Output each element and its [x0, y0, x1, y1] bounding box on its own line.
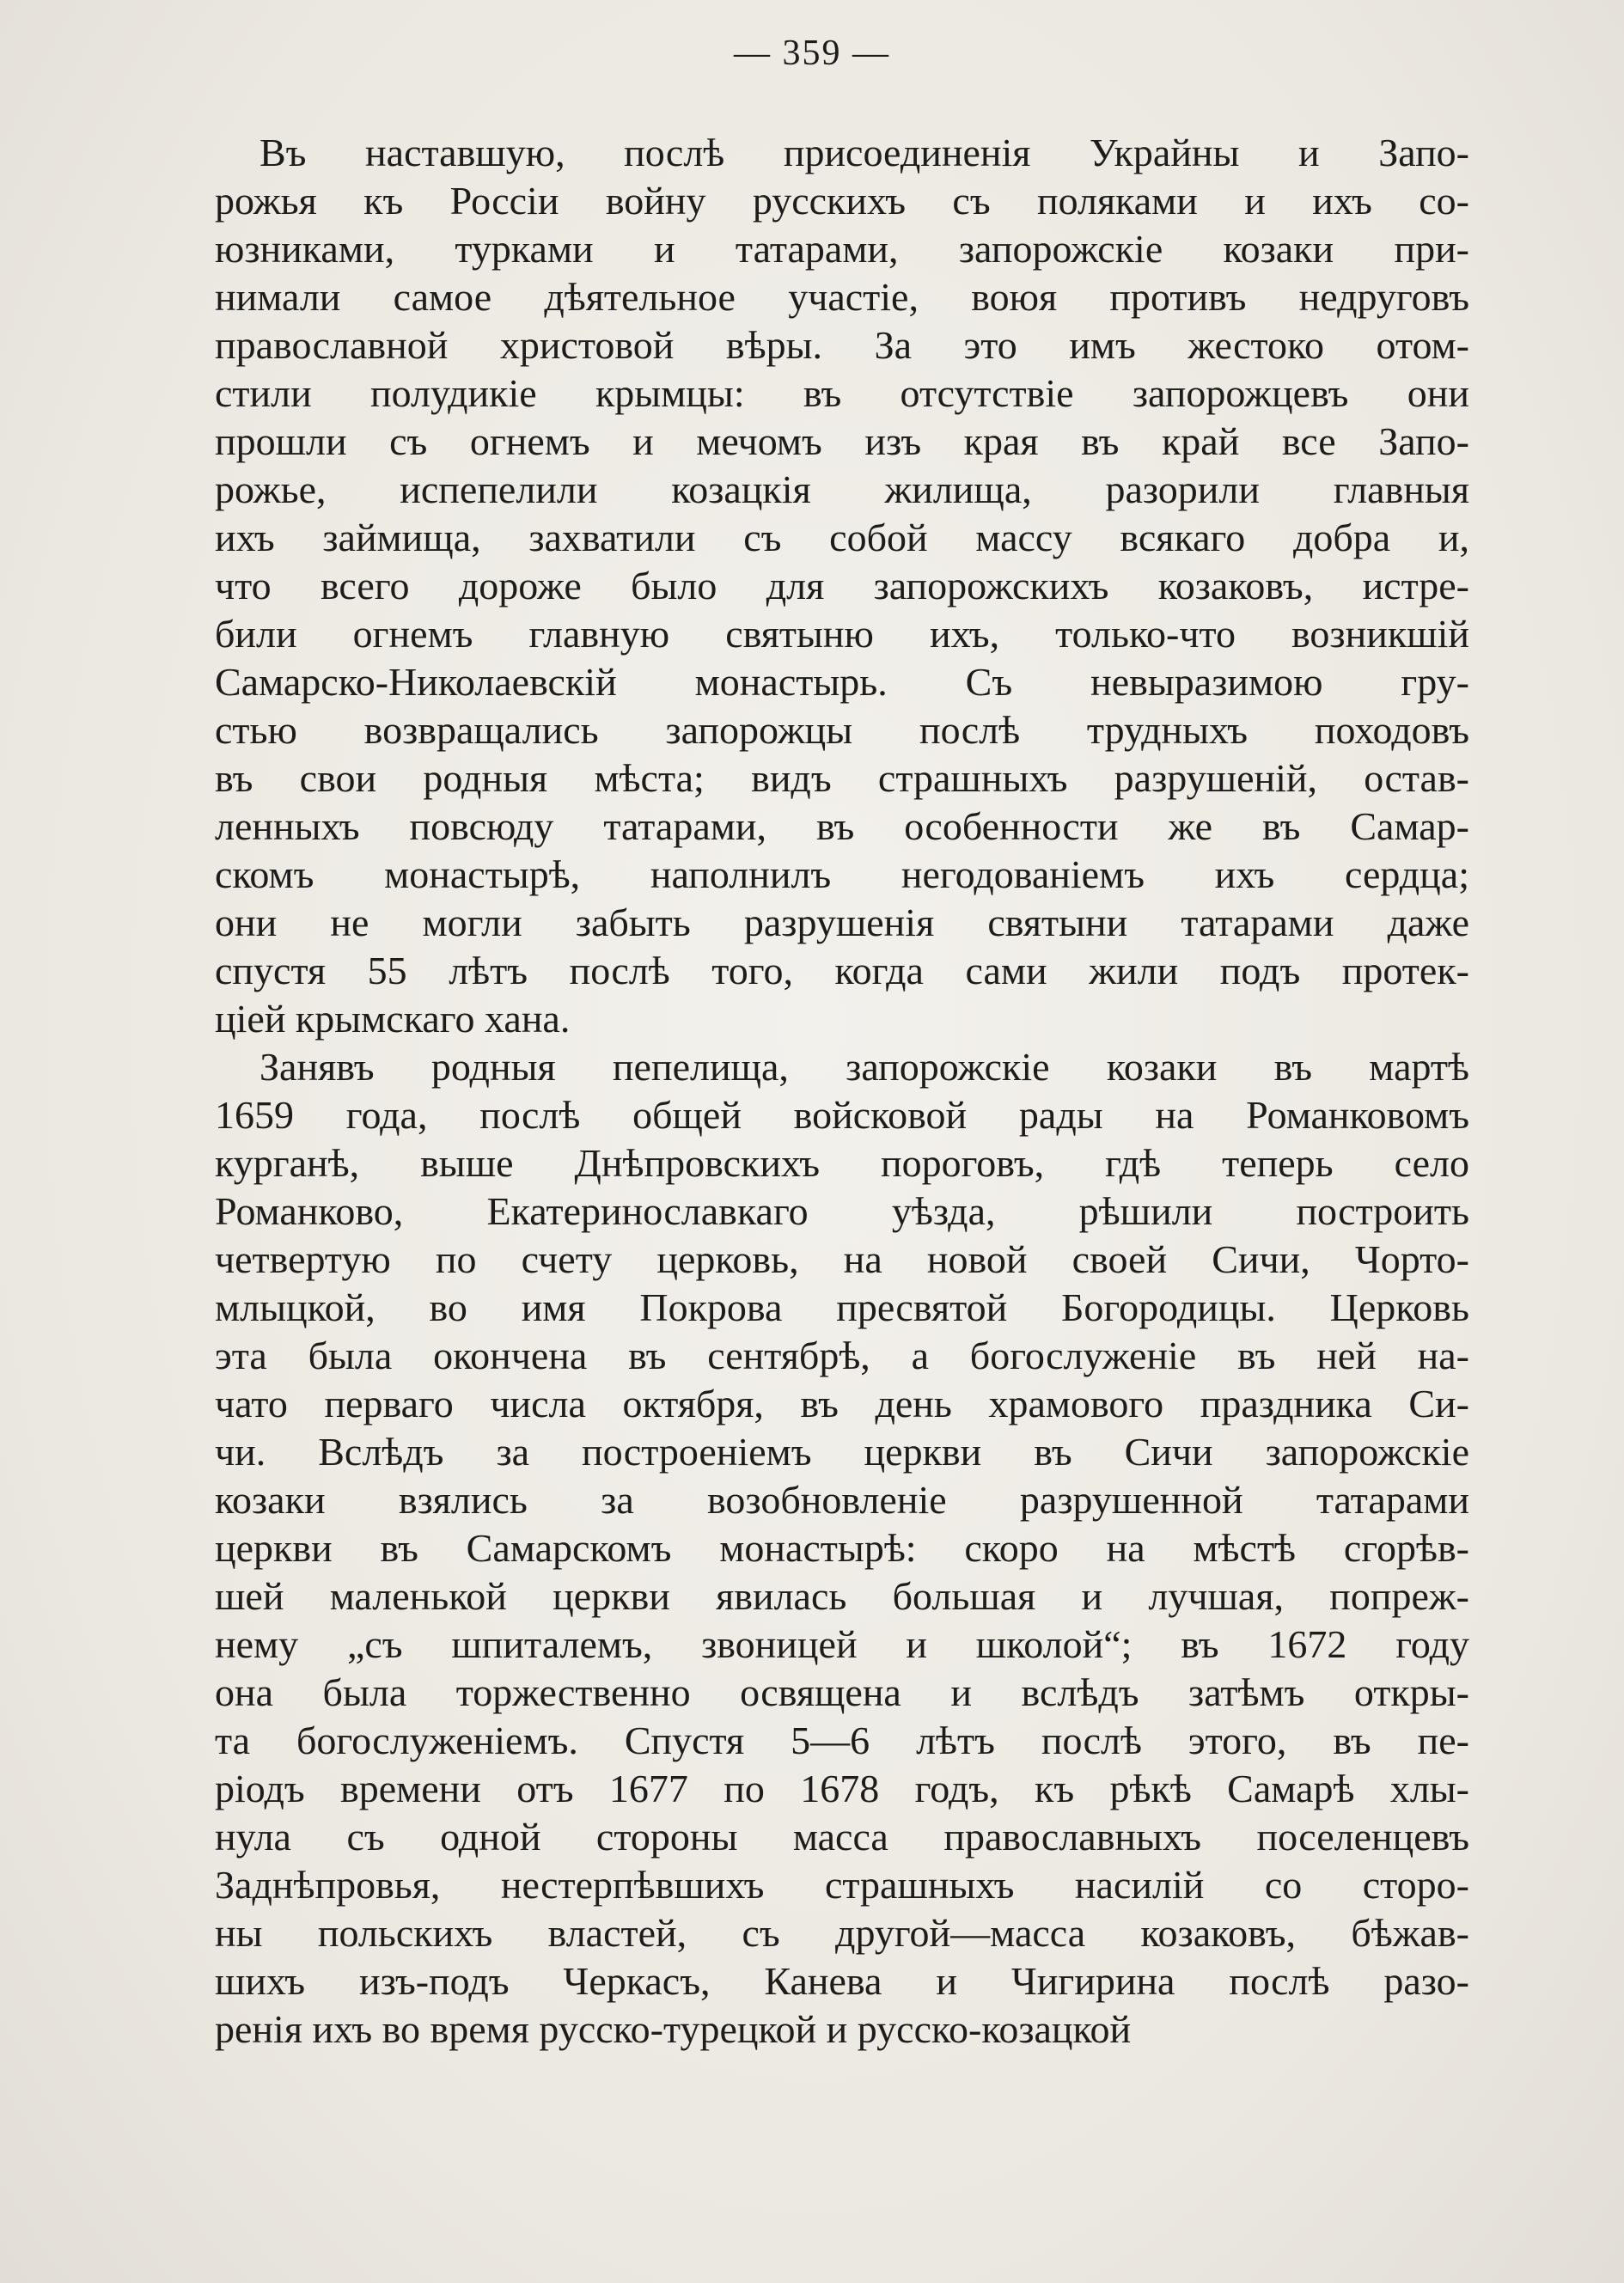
text-line: стили полудикіе крымцы: въ отсутствіе запорожцевъ они: [215, 371, 1469, 415]
text-line: ріодъ времени отъ 1677 по 1678 годъ, къ рѣкѣ Самарѣ хлы-: [215, 1767, 1469, 1810]
text-line: прошли съ огнемъ и мечомъ изъ края въ край все Запо-: [215, 419, 1469, 463]
text-line: били огнемъ главную святыню ихъ, только-что возникшій: [215, 612, 1469, 656]
text-line: млыцкой, во имя Покрова пресвятой Богородицы. Церковь: [215, 1285, 1469, 1329]
text-line: ны польскихъ властей, съ другой—масса козаковъ, бѣжав-: [215, 1911, 1469, 1955]
text-line: они не могли забыть разрушенія святыни татарами даже: [215, 900, 1469, 944]
text-line: нула съ одной стороны масса православныхъ поселенцевъ: [215, 1815, 1469, 1859]
text-line: что всего дороже было для запорожскихъ козаковъ, истре-: [215, 564, 1469, 607]
text-line: ціей крымскаго хана.: [215, 997, 571, 1041]
text-line: скомъ монастырѣ, наполнилъ негодованіемъ ихъ сердца;: [215, 852, 1469, 896]
text-line: Занявъ родныя пепелища, запорожскіе козаки въ мартѣ: [259, 1045, 1469, 1089]
text-line: Заднѣпровья, нестерпѣвшихъ страшныхъ насилій со сторо-: [215, 1863, 1469, 1907]
text-line: чато перваго числа октября, въ день храмового праздника Си-: [215, 1382, 1469, 1425]
text-line: ленныхъ повсюду татарами, въ особенности же въ Самар-: [215, 804, 1469, 848]
text-line: чи. Вслѣдъ за построеніемъ церкви въ Сичи запорожскіе: [215, 1430, 1469, 1474]
paragraph: [215, 1043, 1469, 2054]
text-line: она была торжественно освящена и вслѣдъ затѣмъ откры-: [215, 1670, 1469, 1714]
text-line: 1659 года, послѣ общей войсковой рады на Романковомъ: [215, 1093, 1469, 1137]
text-line: козаки взялись за возобновленіе разрушенной татарами: [215, 1478, 1469, 1522]
paragraph: [215, 129, 1469, 1043]
text-line: ренія ихъ во время русско-турецкой и русско-козацкой: [215, 2007, 1132, 2051]
page-number: — 359 —: [734, 34, 890, 73]
text-line: та богослуженіемъ. Спустя 5—6 лѣтъ послѣ этого, въ пе-: [215, 1718, 1469, 1762]
text-line: четвертую по счету церковь, на новой своей Сичи, Чорто-: [215, 1237, 1469, 1281]
text-line: въ свои родныя мѣста; видъ страшныхъ разрушеній, остав-: [215, 756, 1469, 800]
text-line: нему „съ шпиталемъ, звоницей и школой“; въ 1672 году: [215, 1622, 1469, 1666]
text-line: Романково, Екатеринославкаго уѣзда, рѣшили построить: [215, 1189, 1469, 1233]
text-line: рожье, испепелили козацкія жилища, разорили главныя: [215, 467, 1469, 511]
text-line: юзниками, турками и татарами, запорожскіе козаки при-: [215, 227, 1469, 271]
text-line: спустя 55 лѣтъ послѣ того, когда сами жили подъ протек-: [215, 949, 1469, 992]
body-text: [215, 129, 1469, 2054]
text-line: Самарско-Николаевскій монастырь. Съ невыразимою гру-: [215, 660, 1469, 704]
text-line: эта была окончена въ сентябрѣ, а богослуженіе въ ней на-: [215, 1334, 1469, 1377]
text-line: православной христовой вѣры. За это имъ жестоко отом-: [215, 323, 1469, 367]
text-line: ихъ займища, захватили съ собой массу всякаго добра и,: [215, 516, 1469, 559]
text-line: шей маленькой церкви явилась большая и лучшая, попреж-: [215, 1574, 1469, 1618]
text-line: Въ наставшую, послѣ присоединенія Украйны и Запо-: [259, 131, 1469, 174]
text-line: нимали самое дѣятельное участіе, воюя противъ недруговъ: [215, 275, 1469, 319]
text-line: курганѣ, выше Днѣпровскихъ пороговъ, гдѣ теперь село: [215, 1141, 1469, 1185]
text-line: церкви въ Самарскомъ монастырѣ: скоро на мѣстѣ сгорѣв-: [215, 1526, 1469, 1570]
text-line: шихъ изъ-подъ Черкасъ, Канева и Чигирина послѣ разо-: [215, 1959, 1469, 2003]
text-line: рожья къ Россіи войну русскихъ съ поляками и ихъ со-: [215, 179, 1469, 223]
text-line: стью возвращались запорожцы послѣ трудныхъ походовъ: [215, 708, 1469, 752]
